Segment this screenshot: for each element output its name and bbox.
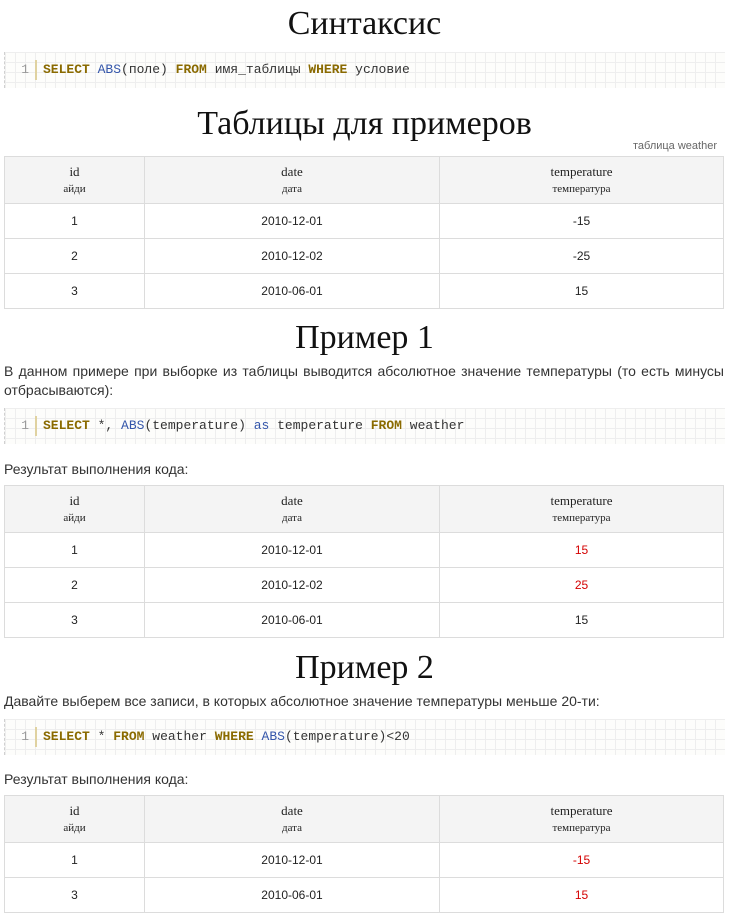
code-token: FROM <box>113 729 145 744</box>
code-token: weather <box>152 729 207 744</box>
example1-description: В данном примере при выборке из таблицы выводится абсолютное значение температуры (то есть минусы отбрасываются): <box>4 363 724 398</box>
code-line <box>43 418 464 433</box>
cell-date: 2010-06-01 <box>145 274 440 309</box>
table-row <box>5 568 724 603</box>
cell-id: 2 <box>5 568 145 603</box>
table-header-row <box>5 486 724 533</box>
table-body <box>5 204 724 309</box>
result-label: Результат выполнения кода: <box>4 771 189 787</box>
code-token: (поле) <box>121 62 168 77</box>
code-line <box>43 729 410 744</box>
code-token: (temperature)<20 <box>284 729 410 744</box>
column-date: date дата <box>145 796 440 843</box>
example1-title: Пример 1 <box>295 319 434 356</box>
column-id: id айди <box>5 796 145 843</box>
code-token: * <box>97 729 106 744</box>
tables-title: Таблицы для примеров <box>197 105 532 142</box>
example2-code-block <box>4 719 725 755</box>
code-token: FROM <box>370 418 402 433</box>
table-row <box>5 239 724 274</box>
column-date: date дата <box>145 157 440 204</box>
cell-date: 2010-12-01 <box>145 204 440 239</box>
code-token: SELECT <box>43 418 90 433</box>
cell-id: 3 <box>5 274 145 309</box>
cell-temperature: 15 <box>440 533 724 568</box>
example1-result-table <box>4 485 724 638</box>
line-number: 1 <box>5 727 37 747</box>
table-header-row <box>5 796 724 843</box>
column-temperature: temperature температура <box>440 486 724 533</box>
code-token: FROM <box>175 62 207 77</box>
cell-temperature: -25 <box>440 239 724 274</box>
cell-id: 1 <box>5 533 145 568</box>
example2-description: Давайте выберем все записи, в которых абсолютное значение температуры меньше 20-ти: <box>4 693 600 709</box>
cell-date: 2010-12-02 <box>145 568 440 603</box>
cell-id: 3 <box>5 878 145 913</box>
cell-date: 2010-12-01 <box>145 843 440 878</box>
code-token: WHERE <box>308 62 348 77</box>
code-token: имя_таблицы <box>214 62 301 77</box>
table-row <box>5 603 724 638</box>
weather-table <box>4 156 724 309</box>
code-token: SELECT <box>43 729 90 744</box>
cell-temperature: 15 <box>440 274 724 309</box>
column-id: id айди <box>5 486 145 533</box>
code-token: условие <box>355 62 410 77</box>
code-token: *, <box>97 418 114 433</box>
code-token: SELECT <box>43 62 90 77</box>
code-token: temperature <box>277 418 363 433</box>
code-token: ABS <box>121 418 145 433</box>
line-number: 1 <box>5 416 37 436</box>
cell-date: 2010-12-01 <box>145 533 440 568</box>
table-row <box>5 533 724 568</box>
table-header-row <box>5 157 724 204</box>
code-line <box>43 62 410 77</box>
code-token: as <box>253 418 270 433</box>
code-token: ABS <box>97 62 122 77</box>
cell-id: 1 <box>5 843 145 878</box>
cell-date: 2010-06-01 <box>145 878 440 913</box>
table-body <box>5 843 724 913</box>
table-row <box>5 274 724 309</box>
cell-date: 2010-06-01 <box>145 603 440 638</box>
example1-code-block <box>4 408 725 444</box>
cell-temperature: 25 <box>440 568 724 603</box>
cell-id: 1 <box>5 204 145 239</box>
result-label: Результат выполнения кода: <box>4 461 189 477</box>
cell-id: 3 <box>5 603 145 638</box>
table-row <box>5 878 724 913</box>
table-row <box>5 843 724 878</box>
table-caption: таблица weather <box>632 140 717 152</box>
table-row <box>5 204 724 239</box>
column-id: id айди <box>5 157 145 204</box>
column-date: date дата <box>145 486 440 533</box>
cell-date: 2010-12-02 <box>145 239 440 274</box>
column-temperature: temperature температура <box>440 796 724 843</box>
table-body <box>5 533 724 638</box>
syntax-title: Синтаксис <box>287 5 442 42</box>
column-temperature: temperature температура <box>440 157 724 204</box>
code-token: WHERE <box>214 729 254 744</box>
code-token: ABS <box>261 729 285 744</box>
cell-temperature: -15 <box>440 843 724 878</box>
line-number: 1 <box>5 60 37 80</box>
syntax-code-block <box>4 52 725 88</box>
cell-id: 2 <box>5 239 145 274</box>
example2-title: Пример 2 <box>295 649 434 686</box>
cell-temperature: 15 <box>440 878 724 913</box>
code-token: (temperature) <box>144 418 246 433</box>
example2-result-table <box>4 795 724 913</box>
cell-temperature: -15 <box>440 204 724 239</box>
code-token: weather <box>409 418 465 433</box>
cell-temperature: 15 <box>440 603 724 638</box>
